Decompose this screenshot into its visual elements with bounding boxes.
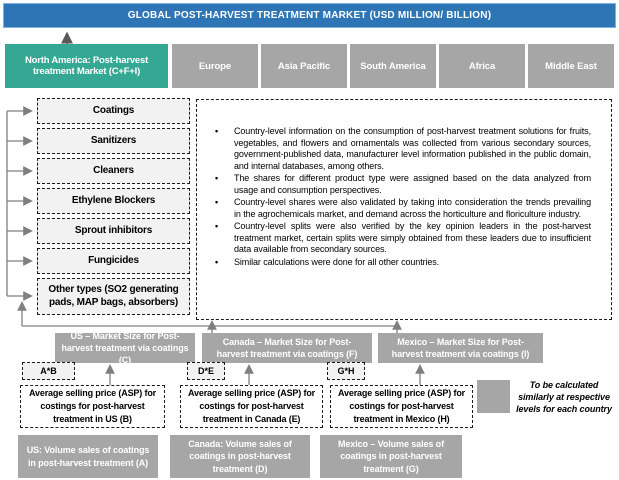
region-middle-east: Middle East <box>528 44 614 88</box>
volume-canada: Canada: Volume sales of coatings in post-harvest treatment (D) <box>170 435 310 478</box>
product-sprout-inhibitors: Sprout inhibitors <box>37 218 190 244</box>
product-coatings: Coatings <box>37 98 190 124</box>
region-asia-pacific: Asia Pacific <box>261 44 347 88</box>
market-size-mexico: Mexico – Market Size for Post-harvest treatment via coatings (I) <box>378 333 543 363</box>
methodology-notes-box <box>196 99 612 320</box>
region-south-america: South America <box>350 44 436 88</box>
methodology-bullet: • Country-level information on the consumption of post-harvest treatment solutions for fruits, vegetables, and flowers and ornamentals was collected from various secondary sources, government-published data, manufacturer level information published in the public domain, and internal databases, among others. <box>211 126 591 172</box>
asp-mexico: Average selling price (ASP) for costings for post-harvest treatment in Mexico (H) <box>330 385 473 428</box>
product-sanitizers: Sanitizers <box>37 128 190 154</box>
methodology-bullet: • Country-level splits were also verified by the key opinion leaders in the post-harvest treatment market, certain splits were simply obtained from these leaders due to insufficient data available from secondary sources. <box>211 221 591 256</box>
methodology-bullet: • The shares for different product type were assigned based on the data analyzed from usage and consumption perspectives. <box>211 173 591 196</box>
formula-a-times-b: A*B <box>22 362 75 380</box>
global-market-banner: GLOBAL POST-HARVEST TREATMENT MARKET (USD MILLION/ BILLION) <box>3 3 616 28</box>
region-europe: Europe <box>172 44 258 88</box>
market-size-us: US – Market Size for Post-harvest treatment via coatings (C) <box>55 333 195 363</box>
volume-mexico: Mexico – Volume sales of coatings in post-harvest treatment (G) <box>320 435 462 478</box>
asp-us: Average selling price (ASP) for costings for post-harvest treatment in US (B) <box>20 385 165 428</box>
product-ethylene-blockers: Ethylene Blockers <box>37 188 190 214</box>
asp-canada: Average selling price (ASP) for costings for post-harvest treatment in Canada (E) <box>180 385 323 428</box>
region-africa: Africa <box>439 44 525 88</box>
formula-g-times-h: G*H <box>327 362 365 380</box>
product-other-types: Other types (SO2 generating pads, MAP bags, absorbers) <box>37 278 190 315</box>
legend-note: To be calculated similarly at respective levels for each country <box>516 380 612 415</box>
methodology-bullet-list <box>211 126 591 268</box>
methodology-bullet: • Similar calculations were done for all other countries. <box>211 257 591 269</box>
legend-gray-swatch <box>477 380 510 413</box>
market-size-canada: Canada – Market Size for Post-harvest treatment via coatings (F) <box>202 333 372 363</box>
volume-us: US: Volume sales of coatings in post-harvest treatment (A) <box>18 435 158 478</box>
formula-d-times-e: D*E <box>187 362 225 380</box>
methodology-bullet: • Country-level shares were also validated by taking into consideration the trends prevailing in the agrochemicals market, and demand across the horticulture and floriculture industry. <box>211 197 591 220</box>
region-north-america: North America: Post-harvest treatment Market (C+F+I) <box>5 44 168 88</box>
product-fungicides: Fungicides <box>37 248 190 274</box>
product-cleaners: Cleaners <box>37 158 190 184</box>
